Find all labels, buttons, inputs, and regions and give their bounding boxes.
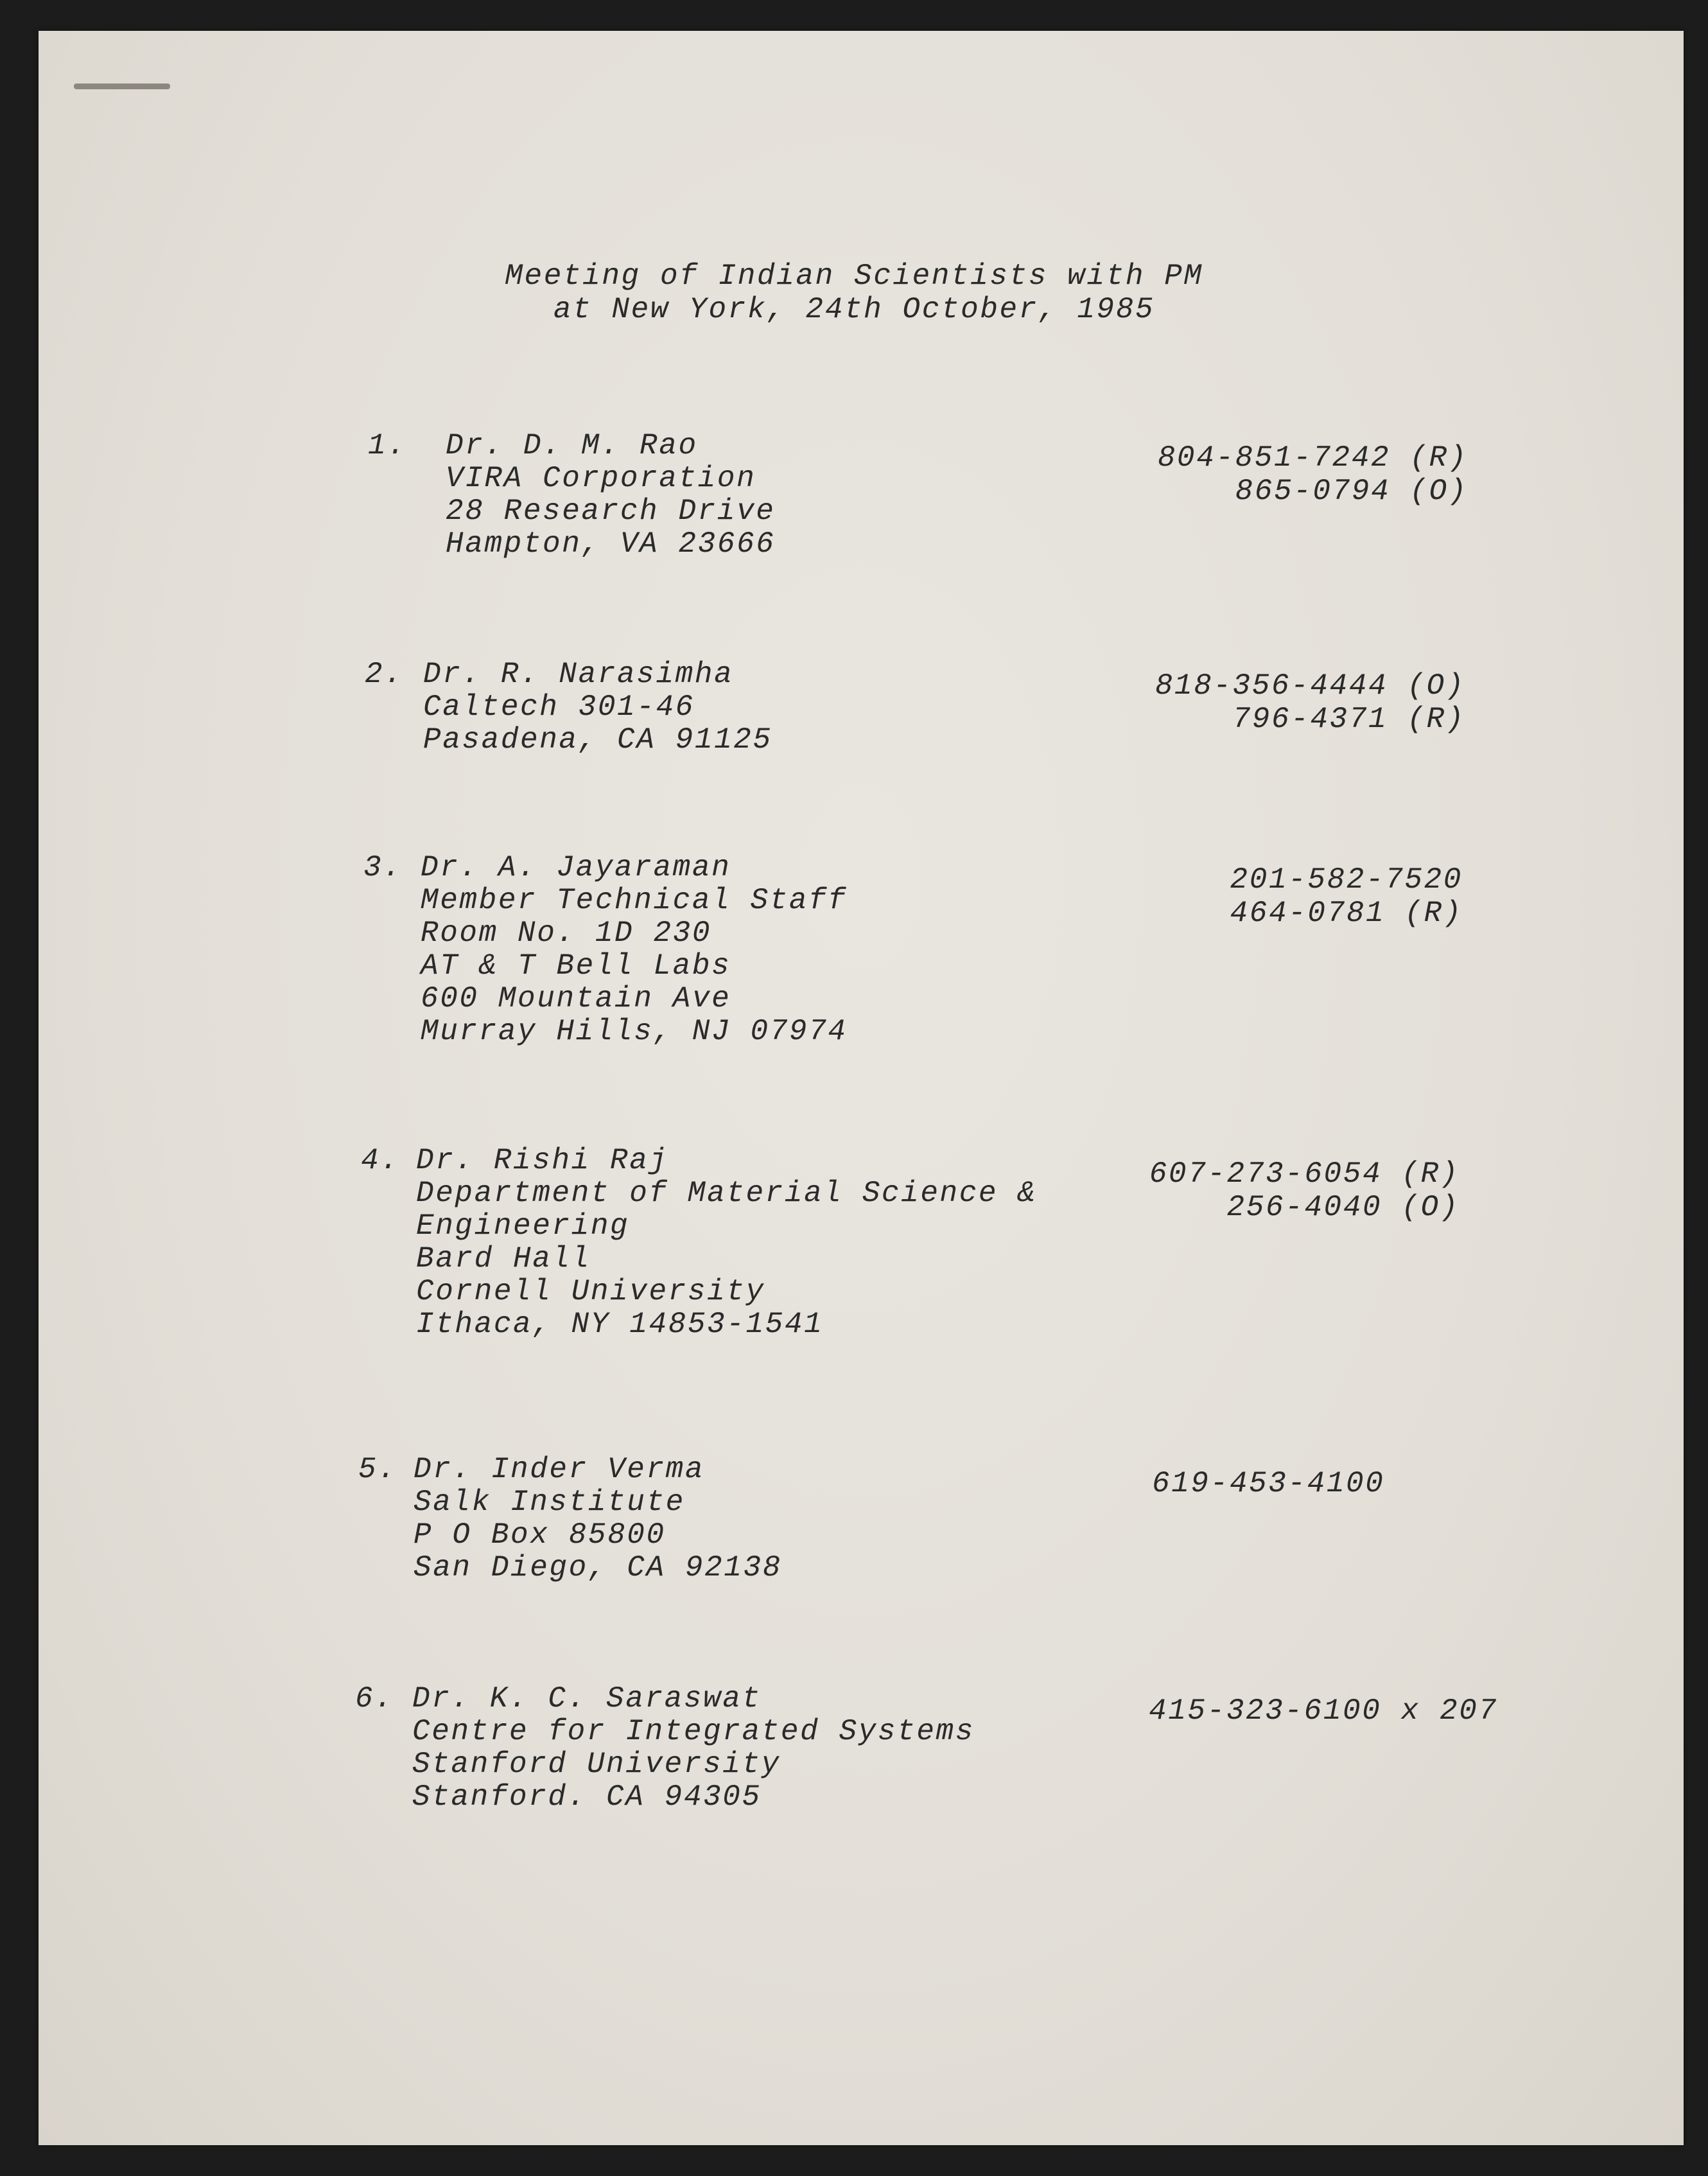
phone-number: 796-4371 (R) (1232, 703, 1465, 736)
address-line: Caltech 301-46 (423, 690, 695, 724)
phone-number: 415-323-6100 x 207 (1149, 1694, 1498, 1728)
scientist-name: Dr. K. C. Saraswat (412, 1682, 762, 1715)
address-line: 600 Mountain Ave (421, 982, 731, 1015)
phone-number: 865-0794 (O) (1235, 475, 1468, 508)
phone-number: 201-582-7520 (1230, 863, 1463, 897)
address-line: Room No. 1D 230 (421, 917, 712, 950)
entry-number: 3. (363, 851, 403, 884)
address-line: Hampton, VA 23666 (446, 527, 776, 561)
address-line: Centre for Integrated Systems (412, 1715, 975, 1748)
address-line: Salk Institute (414, 1486, 685, 1519)
document-title-line2: at New York, 24th October, 1985 (553, 293, 1155, 326)
entry-number: 5. (358, 1453, 397, 1486)
address-line: Bard Hall (416, 1242, 591, 1276)
address-line: Cornell University (416, 1275, 765, 1308)
scientist-name: Dr. D. M. Rao (446, 429, 698, 462)
scientist-name: Dr. Inder Verma (414, 1453, 705, 1486)
scientist-name: Dr. A. Jayaraman (421, 851, 731, 884)
phone-number: 818-356-4444 (O) (1155, 669, 1465, 703)
document-title-line1: Meeting of Indian Scientists with PM (505, 259, 1203, 293)
entry-number: 1. (368, 429, 407, 462)
address-line: AT & T Bell Labs (421, 949, 731, 983)
paper-sheet (39, 31, 1684, 2145)
address-line: Stanford University (412, 1748, 781, 1781)
address-line: Stanford. CA 94305 (412, 1780, 762, 1814)
entry-number: 4. (361, 1144, 400, 1177)
phone-number: 464-0781 (R) (1230, 897, 1463, 930)
address-line: San Diego, CA 92138 (414, 1551, 782, 1584)
address-line: Engineering (416, 1209, 630, 1243)
phone-number: 256-4040 (O) (1226, 1191, 1460, 1224)
entry-number: 6. (355, 1682, 394, 1715)
address-line: Ithaca, NY 14853-1541 (416, 1308, 824, 1341)
address-line: Department of Material Science & (416, 1177, 1037, 1210)
address-line: 28 Research Drive (446, 495, 776, 528)
address-line: Murray Hills, NJ 07974 (421, 1015, 848, 1048)
address-line: Pasadena, CA 91125 (423, 723, 772, 757)
phone-number: 619-453-4100 (1152, 1467, 1385, 1500)
scientist-name: Dr. Rishi Raj (416, 1144, 668, 1177)
address-line: VIRA Corporation (446, 462, 756, 495)
entry-number: 2. (365, 658, 404, 691)
address-line: Member Technical Staff (421, 884, 848, 917)
staple-mark (74, 83, 170, 89)
scientist-name: Dr. R. Narasimha (423, 658, 734, 691)
address-line: P O Box 85800 (414, 1518, 666, 1552)
phone-number: 607-273-6054 (R) (1149, 1157, 1460, 1191)
phone-number: 804-851-7242 (R) (1157, 441, 1468, 475)
